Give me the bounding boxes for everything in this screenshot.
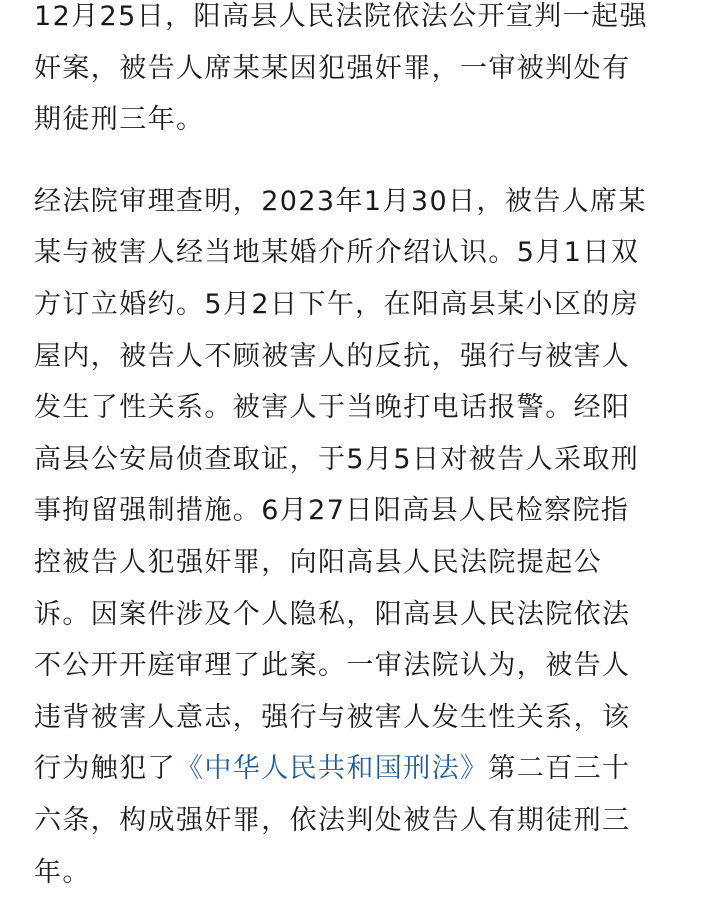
article-body <box>34 0 654 898</box>
facts-text-after-link: 第二百三十六条，构成强奸罪，依法判处被告人有期徒刑三年。 <box>34 753 631 888</box>
article-paragraph-facts <box>34 176 654 898</box>
criminal-law-link[interactable]: 《中华人民共和国刑法》 <box>176 753 489 785</box>
article-paragraph-verdict: 12月25日，阳高县人民法院依法公开宣判一起强奸案，被告人席某某因犯强奸罪，一审被判处有期徒刑三年。 <box>34 1 648 136</box>
facts-text-before-link: 经法院审理查明，2023年1月30日，被告人席某某与被害人经当地某婚介所介绍认识。5月1日双方订立婚约。5月2日下午，在阳高县某小区的房屋内，被告人不顾被害人的反抗，强行与被害人发生了性关系。被害人于当晚打电话报警。经阳高县公安局侦查取证，于5月5日对被告人采取刑事拘留强制措施。6月27日阳高县人民检察院指控被告人犯强奸罪，向阳高县人民法院提起公诉。因案件涉及个人隐私，阳高县人民法院依法不公开开庭审理了此案。一审法院认为，被告人违背被害人意志，强行与被害人发生性关系，该行为触犯了 <box>34 185 647 785</box>
